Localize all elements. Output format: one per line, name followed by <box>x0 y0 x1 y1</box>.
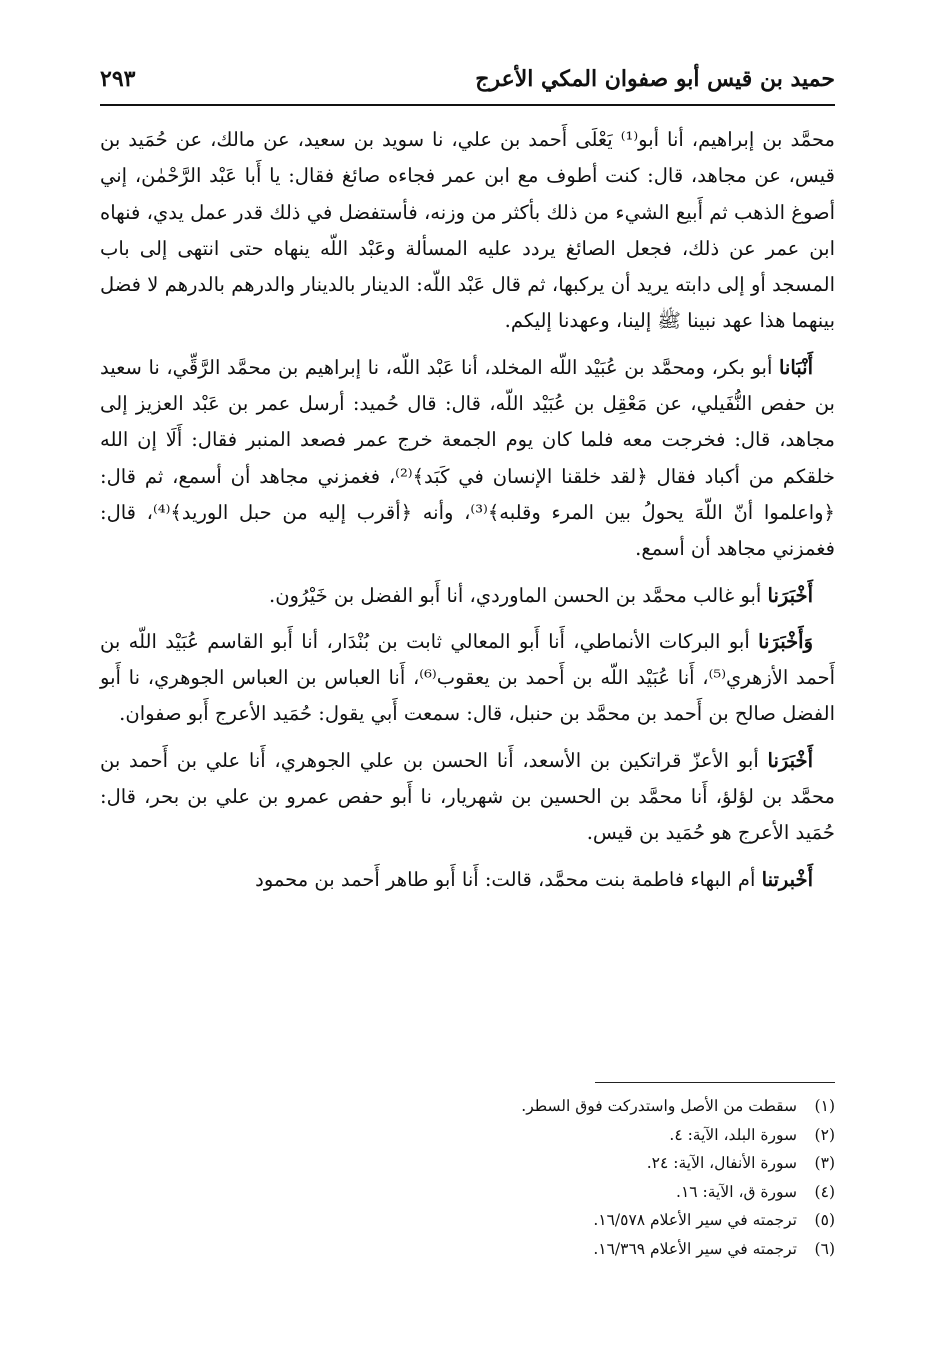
page-number: ٢٩٣ <box>100 66 136 92</box>
paragraph-lead: أَخْبَرَنا <box>767 583 813 607</box>
paragraph <box>100 862 835 898</box>
footnote-number: (٥) <box>814 1211 835 1230</box>
paragraph <box>100 624 835 733</box>
footnote-number: (٤) <box>814 1182 835 1201</box>
footnote <box>415 1149 835 1178</box>
footnote-text: سورة الأنفال، الآية: ٢٤. <box>646 1154 797 1173</box>
footnote-text: سورة ق، الآية: ١٦. <box>676 1182 797 1201</box>
footnote-text: سقطت من الأصل واستدركت فوق السطر. <box>521 1097 797 1115</box>
running-title: حميد بن قيس أبو صفوان المكي الأعرج <box>475 66 835 92</box>
footnote <box>415 1121 835 1150</box>
paragraph-lead: أَخْبَرَنا <box>767 748 813 772</box>
page-header <box>100 66 835 106</box>
paragraph-text: محمَّد بن إبراهيم، أنا أبو⁽¹⁾ يَعْلَى أَحمد بن علي، نا سويد بن سعيد، عن مالك، عن حُمَيد بن قيس، عن مجاهد، قال: كنت أطوف مع ابن عمر فجاءه صائغ فقال: يا أَبا عَبْد الرَّحْمٰن، إني أصوغ الذهب ثم أَبيع الشيء من ذلك بأكثر من وزنه، فأستفضل في ذلك قدر عمل يدي، فنهاه ابن عمر عن ذلك، فجعل الصائغ يردد عليه المسألة وعَبْد اللّه ينهاه حتى انتهى إلى باب المسجد أو إلى دابته يريد أن يركبها، ثم قال عَبْد اللّه: الدينار بالدينار والدرهم بالدرهم لا فضل بينهما هذا عهد نبينا ﷺ إلينا، وعهدنا إليكم. <box>100 128 835 333</box>
footnote-text: سورة البلد، الآية: ٤. <box>669 1125 797 1144</box>
footnote-text: ترجمته في سير الأعلام ١٦/٥٧٨. <box>593 1211 797 1230</box>
paragraph-lead: أَنْبَانا <box>778 355 813 379</box>
footnote-rule <box>595 1082 835 1083</box>
paragraph <box>100 122 835 340</box>
paragraph-lead: أَخْبرتنا <box>761 867 813 891</box>
paragraph-text: أبو بكر، ومحمَّد بن عُبَيْد اللّه المخلد، أنا عَبْد اللّه، نا إبراهيم بن محمَّد الرَّقِّي، نا سعيد بن حفص النُّفَيلي، عن مَعْقِل بن عُبَيْد اللّه، قال: قال حُميد: أرسل عمر بن عَبْد العزيز إلى مجاهد، قال: فخرجت معه فلما كان يوم الجمعة خرج عمر فصعد المنبر فقال: أَلَا إن الله خلقكم من أكباد فقال ﴿لقد خلقنا الإنسان في كَبَد﴾⁽²⁾، فغمزني مجاهد أن أسمع، ثم قال: ﴿واعلموا أنّ اللّهَ يحولُ بين المرء وقلبه﴾⁽³⁾، وأنه ﴿أقرب إليه من حبل الوريد﴾⁽⁴⁾، قال: فغمزني مجاهد أن أسمع. <box>100 355 835 561</box>
footnote-number: (٢) <box>814 1125 835 1144</box>
paragraph-text: أبو غالب محمَّد بن الحسن الماوردي، أنا أَبو الفضل بن خَيْرُون. <box>269 583 762 607</box>
footnote <box>415 1206 835 1235</box>
footnote-number: (٦) <box>814 1239 835 1258</box>
paragraph-lead: وَأَخْبَرَنا <box>758 629 814 653</box>
paragraph-text: أبو الأعزّ قراتكين بن الأسعد، أَنا الحسن بن علي الجوهري، أَنا علي بن أَحمد بن محمَّد بن لؤلؤ، أَنا محمَّد بن الحسين بن شهريار، نا أَبو حفص عمرو بن علي بن بحر، قال: حُمَيد الأعرج هو حُمَيد بن قيس. <box>100 748 835 845</box>
paragraph <box>100 743 835 852</box>
footnotes <box>415 1092 835 1264</box>
paragraph <box>100 578 835 614</box>
paragraph <box>100 350 835 568</box>
paragraph-text: أم البهاء فاطمة بنت محمَّد، قالت: أَنا أَبو طاهر أَحمد بن محمود <box>255 867 756 891</box>
footnote <box>415 1092 835 1121</box>
main-text <box>100 122 835 908</box>
header-rule <box>100 104 835 106</box>
paragraph-text: أبو البركات الأنماطي، أَنا أَبو المعالي ثابت بن بُنْدَار، أنا أَبو القاسم عُبَيْد اللّه بن أَحمد الأزهري⁽⁵⁾، أَنا عُبَيْد اللّه بن أَحمد بن يعقوب⁽⁶⁾، أَنا العباس بن العباس الجوهري، نا أَبو الفضل صالح بن أَحمد بن محمَّد بن حنبل، قال: سمعت أَبي يقول: حُمَيد الأعرج أَبو صفوان. <box>100 629 835 726</box>
footnote-number: (١) <box>814 1097 835 1115</box>
footnote <box>415 1178 835 1207</box>
footnote <box>415 1235 835 1264</box>
footnote-text: ترجمته في سير الأعلام ١٦/٣٦٩. <box>593 1239 797 1258</box>
footnote-number: (٣) <box>814 1154 835 1173</box>
